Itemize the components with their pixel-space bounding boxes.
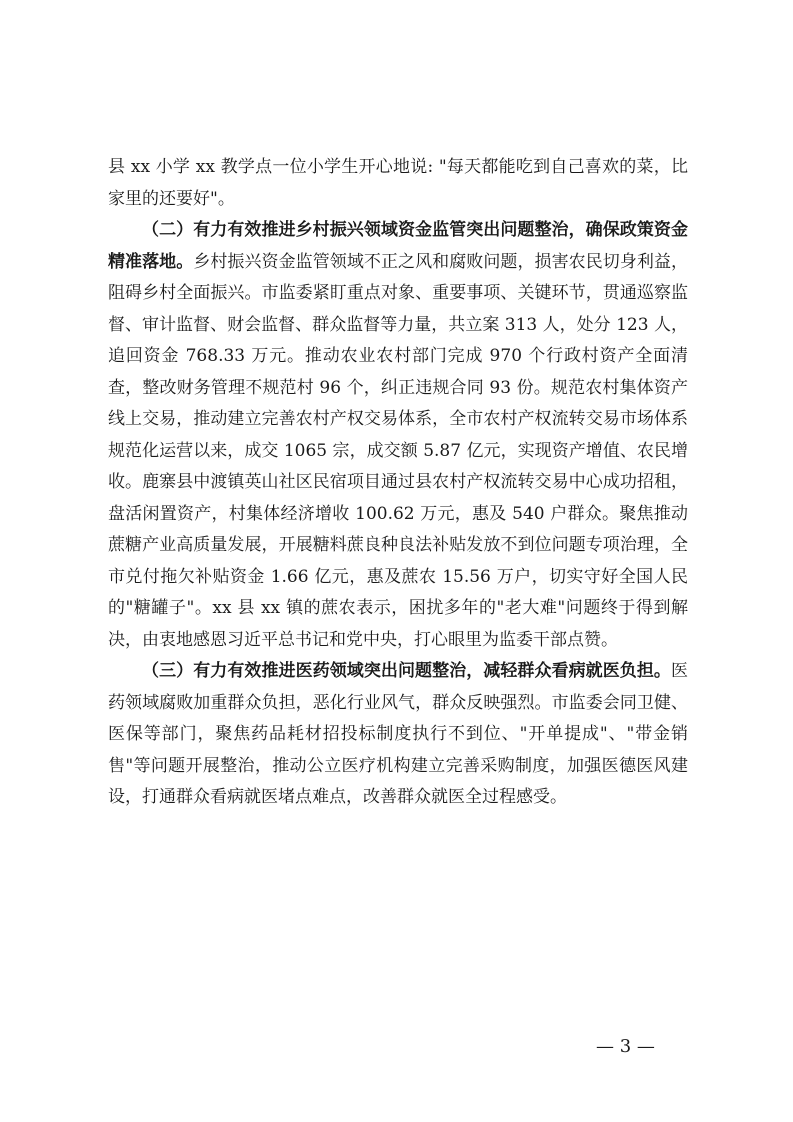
paragraph-2-heading: （二）有力有效推进乡村振兴领域资金监管突出问题整治，确保政策资金精准落地。 — [108, 220, 688, 272]
paragraph-2-text: 乡村振兴资金监管领域不正之风和腐败问题，损害农民切身利益，阻碍乡村全面振兴。市监委紧盯重点对象、重要事项、关键环节，贯通巡察监督、审计监督、财会监督、群众监督等力量，共立案 313 人，处分 123 人，追回资金 768.33 万元。推动农业农村部门完成 970 个行政村资产全面清查，整改财务管理不规范村 96 个，纠正违规合同 93 份。规范农村集体资产线上交易，推动建立完善农村产权交易体系，全市农村产权流转交易市场体系规范化运营以来，成交 1065 宗，成交额 5.87 亿元，实现资产增值、农民增收。鹿寨县中渡镇英山社区民宿项目通过县农村产权流转交易中心成功招租，盘活闲置资产，村集体经济增收 100.62 万元，惠及 540 户群众。聚焦推动蔗糖产业高质量发展，开展糖料蔗良种良法补贴发放不到位问题专项治理，全市兑付拖欠补贴资金 1.66 亿元，惠及蔗农 15.56 万户，切实守好全国人民的"糖罐子"。xx 县 xx 镇的蔗农表示，困扰多年的"老大难"问题终于得到解决，由衷地感恩习近平总书记和党中央，打心眼里为监委干部点赞。 — [108, 251, 689, 650]
paragraph-rural-revitalization — [108, 215, 688, 656]
paragraph-continuation — [108, 152, 688, 215]
document-body — [108, 152, 688, 814]
paragraph-medical-field — [108, 656, 688, 814]
paragraph-1-text: 县 xx 小学 xx 教学点一位小学生开心地说: "每天都能吃到自己喜欢的菜，比家里的还要好"。 — [108, 157, 688, 209]
page-number: — 3 — — [596, 1036, 655, 1057]
paragraph-3-heading: （三）有力有效推进医药领域突出问题整治，减轻群众看病就医负担。 — [142, 661, 671, 681]
paragraph-3-text: 医药领域腐败加重群众负担，恶化行业风气，群众反映强烈。市监委会同卫健、医保等部门，聚焦药品耗材招投标制度执行不到位、"开单提成"、"带金销售"等问题开展整治，推动公立医疗机构建立完善采购制度，加强医德医风建设，打通群众看病就医堵点难点，改善群众就医全过程感受。 — [108, 661, 688, 807]
